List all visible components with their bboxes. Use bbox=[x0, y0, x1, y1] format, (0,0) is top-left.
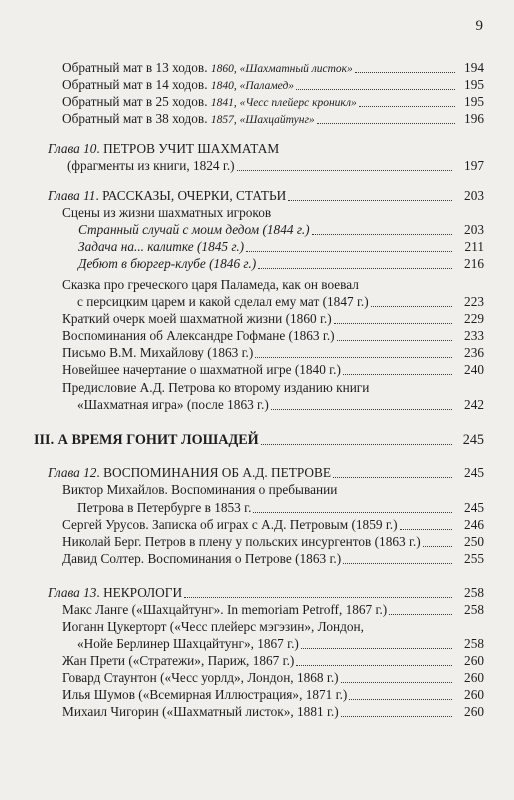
toc-entry-text: 1857, «Шахцайтунг» bbox=[210, 114, 315, 126]
toc-entry bbox=[0, 618, 514, 636]
toc-entry-title bbox=[48, 464, 331, 482]
toc-entry bbox=[0, 276, 514, 294]
toc-page-number: 211 bbox=[464, 239, 484, 254]
toc-entry-text: Предисловие А.Д. Петрова ко второму изданию книги bbox=[62, 380, 370, 395]
toc-entry-title bbox=[78, 238, 244, 256]
toc-entry-title bbox=[62, 327, 335, 345]
toc-entry bbox=[0, 550, 514, 568]
toc-page-number: 233 bbox=[464, 328, 484, 343]
toc-entry-text: 1840, «Паламед» bbox=[210, 80, 295, 92]
toc-leader-dots bbox=[400, 529, 452, 530]
toc-entry-title bbox=[62, 204, 271, 222]
toc-leader-dots bbox=[334, 323, 452, 324]
toc-entry-text: Глава 10 bbox=[48, 141, 97, 156]
toc-page-number: 260 bbox=[464, 704, 484, 719]
toc-entry-text: Письмо В.М. Михайлову (1863 г.) bbox=[62, 345, 254, 360]
toc-entry bbox=[0, 110, 514, 128]
toc-leader-dots bbox=[389, 614, 452, 615]
page-number: 9 bbox=[475, 18, 483, 34]
toc-leader-dots bbox=[337, 340, 452, 341]
toc-entry-title bbox=[78, 221, 310, 239]
toc-page-number: 260 bbox=[464, 687, 484, 702]
toc-entry-text: Новейшее начертание о шахматной игре (1840 г.) bbox=[62, 362, 341, 377]
toc-entry bbox=[0, 635, 514, 653]
toc-entry-text: . НЕКРОЛОГИ bbox=[96, 585, 183, 600]
toc-page-number: 245 bbox=[462, 432, 484, 448]
toc-entry bbox=[0, 464, 514, 482]
toc-entry-text: 1841, «Чесс плейерс кроникл» bbox=[210, 97, 357, 109]
toc-entry-text: Краткий очерк моей шахматной жизни (1860 г.) bbox=[62, 311, 332, 326]
toc-entry-text: Обратный мат в 25 ходов. bbox=[62, 94, 211, 109]
toc-leader-dots bbox=[261, 444, 452, 445]
toc-entry-text: Воспоминания об Александре Гофмане (1863 г.) bbox=[62, 328, 335, 343]
toc-leader-dots bbox=[288, 200, 452, 201]
toc-entry bbox=[0, 499, 514, 517]
toc-entry-text: Жан Прети («Стратежи», Париж, 1867 г.) bbox=[62, 653, 295, 668]
toc-leader-dots bbox=[343, 374, 452, 375]
toc-page-number: 197 bbox=[464, 158, 484, 173]
toc-leader-dots bbox=[341, 716, 452, 717]
toc-entry-text: . РАССКАЗЫ, ОЧЕРКИ, СТАТЬИ bbox=[95, 188, 287, 203]
toc-page-number: 229 bbox=[464, 311, 484, 326]
toc-entry-text: 1860, «Шахматный листок» bbox=[210, 63, 353, 75]
toc-entry-text: . ПЕТРОВ УЧИТ ШАХМАТАМ bbox=[96, 141, 280, 156]
toc-entry-text: Сергей Урусов. Записка об играх с А.Д. Петровым (1859 г.) bbox=[62, 517, 398, 532]
toc-page-number: 258 bbox=[464, 585, 484, 600]
toc-entry-text: Михаил Чигорин («Шахматный листок», 1881 г.) bbox=[62, 704, 339, 719]
toc-leader-dots bbox=[255, 357, 452, 358]
toc-entry-title bbox=[62, 310, 332, 328]
toc-entry-text: III. А ВРЕМЯ ГОНИТ ЛОШАДЕЙ bbox=[34, 432, 259, 448]
toc-entry bbox=[0, 310, 514, 328]
toc-page-number: 255 bbox=[464, 551, 484, 566]
toc-entry-text: Петрова в Петербурге в 1853 г. bbox=[77, 500, 252, 515]
toc-leader-dots bbox=[423, 546, 452, 547]
toc-entry bbox=[0, 327, 514, 345]
toc-entry-text: «Шахматная игра» (после 1863 г.) bbox=[77, 397, 269, 412]
toc-page-number: 203 bbox=[464, 222, 484, 237]
toc-leader-dots bbox=[371, 306, 452, 307]
toc-entry-title bbox=[62, 516, 398, 534]
toc-leader-dots bbox=[184, 597, 452, 598]
toc-entry-title bbox=[77, 293, 369, 311]
toc-entry-text: «Нойе Берлинер Шахцайтунг», 1867 г.) bbox=[77, 636, 299, 651]
toc-leader-dots bbox=[343, 563, 452, 564]
toc-entry bbox=[0, 187, 514, 205]
toc-entry-text: Странный случай с моим дедом (1844 г.) bbox=[78, 222, 310, 237]
toc-page-number: 258 bbox=[464, 636, 484, 651]
toc-entry bbox=[0, 76, 514, 94]
toc-entry bbox=[0, 584, 514, 602]
toc-page-number: 195 bbox=[464, 94, 484, 109]
toc-entry bbox=[0, 361, 514, 379]
toc-entry-title bbox=[62, 533, 421, 551]
toc-entry bbox=[0, 533, 514, 551]
toc-entry-text: Дебют в бюргер-клубе (1846 г.) bbox=[78, 256, 257, 271]
toc-entry-title bbox=[62, 669, 339, 687]
toc-entry-title bbox=[48, 187, 286, 205]
toc-entry-title bbox=[77, 635, 299, 653]
toc-entry-title bbox=[62, 379, 369, 397]
toc-entry-title bbox=[62, 344, 253, 362]
toc-entry-text: Илья Шумов («Всемирная Иллюстрация», 1871 г.) bbox=[62, 687, 348, 702]
toc-entry bbox=[0, 293, 514, 311]
toc-page-number: 216 bbox=[464, 256, 484, 271]
toc-entry bbox=[0, 396, 514, 414]
toc-entry-title bbox=[48, 584, 182, 602]
toc-entry-text: Виктор Михайлов. Воспоминания о пребывании bbox=[62, 482, 338, 497]
toc-leader-dots bbox=[333, 477, 452, 478]
toc-entry bbox=[0, 601, 514, 619]
toc-entry bbox=[0, 221, 514, 239]
toc-entry-title bbox=[62, 481, 337, 499]
toc-entry bbox=[0, 481, 514, 499]
toc-entry-text: . ВОСПОМИНАНИЯ ОБ А.Д. ПЕТРОВЕ bbox=[96, 465, 332, 480]
toc-entry bbox=[0, 516, 514, 534]
toc-entry-title bbox=[62, 361, 341, 379]
toc-entry-title bbox=[48, 140, 279, 158]
toc-entry-title bbox=[62, 652, 294, 670]
toc-leader-dots bbox=[317, 123, 455, 124]
toc-leader-dots bbox=[312, 234, 452, 235]
toc-entry-text: Иоганн Цукерторт («Чесс плейерс мэгэзин», Лондон, bbox=[62, 619, 364, 634]
toc-entry bbox=[0, 93, 514, 111]
toc-entry-title bbox=[62, 276, 359, 294]
toc-leader-dots bbox=[258, 268, 452, 269]
toc-page-number: 258 bbox=[464, 602, 484, 617]
toc-page-number: 194 bbox=[464, 60, 484, 75]
toc-leader-dots bbox=[355, 72, 455, 73]
toc-leader-dots bbox=[341, 682, 452, 683]
toc-entry-text: Николай Берг. Петров в плену у польских инсургентов (1863 г.) bbox=[62, 534, 421, 549]
toc-page-number: 236 bbox=[464, 345, 484, 360]
toc-entry-text: Обратный мат в 13 ходов. bbox=[62, 60, 211, 75]
toc-leader-dots bbox=[253, 512, 452, 513]
toc-entry-title bbox=[34, 431, 259, 449]
toc-entry-title bbox=[78, 255, 256, 273]
toc-entry-text: Глава 11 bbox=[48, 188, 96, 203]
toc-part-heading bbox=[0, 431, 514, 449]
toc-page-number: 245 bbox=[464, 500, 484, 515]
toc-page-number: 195 bbox=[464, 77, 484, 92]
toc-leader-dots bbox=[301, 648, 452, 649]
toc-entry bbox=[0, 703, 514, 721]
toc-leader-dots bbox=[296, 89, 455, 90]
toc-page-number: 203 bbox=[464, 188, 484, 203]
toc-page-number: 242 bbox=[464, 397, 484, 412]
toc-page-number: 196 bbox=[464, 111, 484, 126]
toc-entry-text: с персицким царем и какой сделал ему мат (1847 г.) bbox=[77, 294, 369, 309]
toc-page-number: 245 bbox=[464, 465, 484, 480]
toc-page-number: 240 bbox=[464, 362, 484, 377]
toc-entry-title bbox=[67, 157, 235, 175]
toc-entry bbox=[0, 344, 514, 362]
toc-entry-title bbox=[62, 703, 339, 721]
toc-page-number: 260 bbox=[464, 670, 484, 685]
toc-entry bbox=[0, 255, 514, 273]
toc-entry-title bbox=[62, 550, 341, 568]
toc-entry-text: (фрагменты из книги, 1824 г.) bbox=[67, 158, 235, 173]
toc-entry bbox=[0, 59, 514, 77]
toc-leader-dots bbox=[296, 665, 452, 666]
toc-leader-dots bbox=[271, 409, 452, 410]
toc-entry-title bbox=[77, 396, 269, 414]
toc-entry-text: Сказка про греческого царя Паламеда, как он воевал bbox=[62, 277, 359, 292]
toc-entry-text: Говард Стаунтон («Чесс уорлд», Лондон, 1868 г.) bbox=[62, 670, 339, 685]
toc-entry-text: Сцены из жизни шахматных игроков bbox=[62, 205, 272, 220]
toc-entry-text: Давид Солтер. Воспоминания о Петрове (1863 г.) bbox=[62, 551, 342, 566]
toc-entry-title bbox=[62, 601, 387, 619]
toc-entry-text: Макс Ланге («Шахцайтунг». In memoriam Petroff, 1867 г.) bbox=[62, 602, 388, 617]
toc-entry-text: Глава 13 bbox=[48, 585, 97, 600]
toc-entry bbox=[0, 204, 514, 222]
toc-page-number: 250 bbox=[464, 534, 484, 549]
toc-leader-dots bbox=[246, 251, 452, 252]
toc-entry bbox=[0, 652, 514, 670]
toc-entry-text: Задача на... калитке (1845 г.) bbox=[78, 239, 245, 254]
toc-page-number: 260 bbox=[464, 653, 484, 668]
toc-entry bbox=[0, 686, 514, 704]
toc-entry-title bbox=[62, 686, 347, 704]
toc-entry-title bbox=[62, 110, 315, 129]
toc-page-number: 246 bbox=[464, 517, 484, 532]
toc-page-number: 223 bbox=[464, 294, 484, 309]
toc-entry-text: Обратный мат в 14 ходов. bbox=[62, 77, 211, 92]
toc-leader-dots bbox=[359, 106, 455, 107]
toc-leader-dots bbox=[349, 699, 452, 700]
toc-entry-title bbox=[62, 618, 364, 636]
toc-entry-title bbox=[77, 499, 251, 517]
toc-entry-text: Глава 12 bbox=[48, 465, 97, 480]
toc-entry bbox=[0, 238, 514, 256]
toc-entry bbox=[0, 379, 514, 397]
toc-entry-text: Обратный мат в 38 ходов. bbox=[62, 111, 211, 126]
toc-entry bbox=[0, 669, 514, 687]
toc-entry bbox=[0, 140, 514, 158]
toc-leader-dots bbox=[237, 170, 452, 171]
toc-entry bbox=[0, 157, 514, 175]
